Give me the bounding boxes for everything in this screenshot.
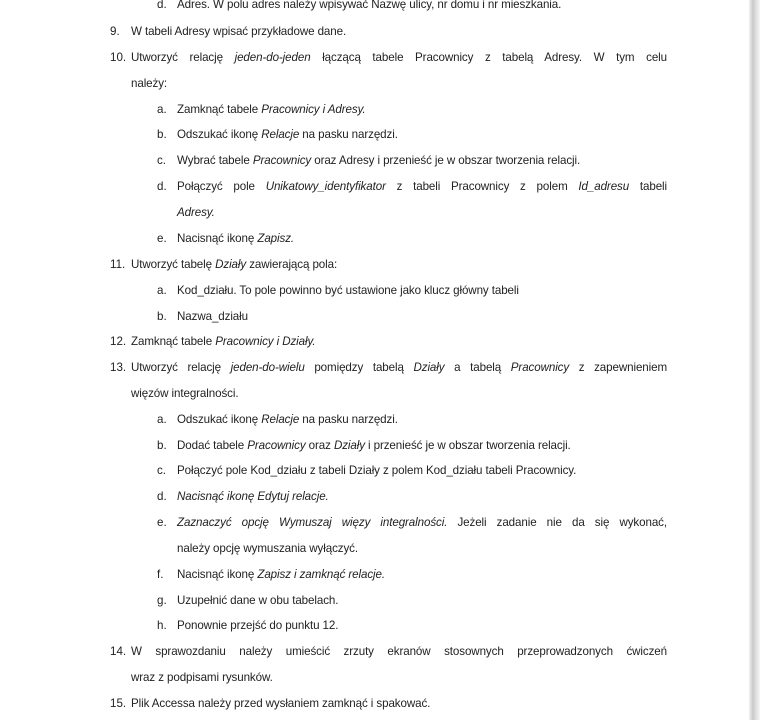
- text-run: zawierającą pola:: [246, 258, 338, 271]
- text-run-italic: Zaznaczyć opcję Wymuszaj więzy integralności.: [177, 516, 448, 529]
- text-run: Odszukać ikonę: [177, 413, 262, 426]
- text-run: na pasku narzędzi.: [299, 128, 398, 141]
- text-run: Zamknąć tabele: [131, 335, 216, 348]
- list-item-text: W tabeli Adresy wpisać przykładowe dane.: [131, 25, 347, 38]
- list-number: 9.: [110, 25, 120, 38]
- list-number: 11.: [110, 258, 126, 271]
- text-run: Wybrać tabele: [177, 154, 253, 167]
- list-item-text: Połączyć pole Kod_działu z tabeli Działy z polem Kod_działu tabeli Pracownicy.: [177, 464, 577, 477]
- list-letter: c.: [157, 154, 167, 167]
- list-letter: f.: [157, 568, 164, 581]
- page-edge-shadow: [749, 0, 760, 720]
- list-item-text: [177, 154, 580, 168]
- list-letter: g.: [157, 594, 167, 607]
- list-number: 10.: [110, 51, 127, 64]
- list-letter: b.: [157, 439, 167, 452]
- list-item-text: Nacisnąć ikonę Edytuj relacje.: [177, 490, 329, 503]
- list-item-text-continued: wraz z podpisami rysunków.: [131, 671, 273, 684]
- list-item-text-continued: Adresy.: [177, 206, 215, 219]
- text-run-italic: Relacje: [261, 128, 300, 141]
- list-item-text: [177, 439, 571, 453]
- text-run: na pasku narzędzi.: [299, 413, 398, 426]
- list-letter: e.: [157, 516, 167, 529]
- text-run: Utworzyć relację: [131, 51, 223, 64]
- text-run: Utworzyć relację: [131, 361, 231, 374]
- list-item-text: [177, 128, 398, 142]
- text-run: Odszukać ikonę: [177, 128, 262, 141]
- list-item-text: Ponownie przejść do punktu 12.: [177, 619, 339, 632]
- list-letter: h.: [157, 619, 167, 632]
- list-item-text-continued: należy opcję wymuszania wyłączyć.: [177, 542, 358, 555]
- text-run-italic: Zapisz.: [257, 232, 295, 245]
- text-run-italic: Pracownicy: [247, 439, 306, 452]
- text-run: z tabeli Pracownicy z polem: [385, 180, 579, 193]
- list-item-text: [177, 413, 398, 427]
- list-number: 14.: [110, 645, 127, 658]
- text-run-italic: jeden-do-jeden: [234, 51, 311, 64]
- list-item-text: [131, 51, 667, 65]
- text-run: Zamknąć tabele: [177, 103, 262, 116]
- list-item-text: [177, 568, 385, 582]
- list-letter: d.: [157, 490, 167, 503]
- list-item-text: W sprawozdaniu należy umieścić zrzuty ekranów stosownych przeprowadzonych ćwiczeń: [131, 645, 667, 658]
- list-item-text: Nazwa_działu: [177, 310, 248, 323]
- text-run: Utworzyć tabelę: [131, 258, 216, 271]
- list-item-text: [177, 516, 667, 530]
- list-letter: c.: [157, 464, 167, 477]
- text-run: pomiędzy tabelą: [304, 361, 414, 374]
- text-run: oraz Adresy i przenieść je w obszar tworzenia relacji.: [311, 154, 581, 167]
- text-run-italic: Działy: [413, 361, 445, 374]
- list-item-text: Adres. W polu adres należy wpisywać Nazwę ulicy, nr domu i nr mieszkania.: [177, 0, 562, 11]
- list-letter: b.: [157, 128, 167, 141]
- list-item-text: [177, 103, 366, 117]
- list-item-text: [131, 258, 337, 272]
- list-item-text: [177, 180, 667, 194]
- text-run: z zapewnieniem: [569, 361, 668, 374]
- text-run-italic: Pracownicy i Działy.: [215, 335, 316, 348]
- list-item-text: [131, 335, 315, 349]
- text-run: Nacisnąć ikonę: [177, 568, 258, 581]
- list-item-text: [131, 361, 667, 375]
- text-run-italic: Działy: [333, 439, 365, 452]
- text-run-italic: Działy: [215, 258, 247, 271]
- list-letter: a.: [157, 103, 167, 116]
- list-item-text: Uzupełnić dane w obu tabelach.: [177, 594, 339, 607]
- list-number: 13.: [110, 361, 127, 374]
- text-run-italic: jeden-do-wielu: [230, 361, 305, 374]
- list-letter: d.: [157, 0, 167, 11]
- text-run: i przenieść je w obszar tworzenia relacji.: [364, 439, 571, 452]
- list-number: 15.: [110, 697, 127, 710]
- list-number: 12.: [110, 335, 127, 348]
- list-letter: b.: [157, 310, 167, 323]
- text-run-italic: Relacje: [261, 413, 300, 426]
- list-letter: a.: [157, 413, 167, 426]
- text-run: Nacisnąć ikonę: [177, 232, 258, 245]
- list-item-text: należy:: [131, 77, 168, 90]
- text-run: a tabelą: [444, 361, 511, 374]
- text-run-italic: Pracownicy i Adresy.: [261, 103, 366, 116]
- text-run: Jeżeli zadanie nie da się wykonać,: [447, 516, 667, 529]
- text-run-italic: Id_adresu: [578, 180, 630, 193]
- list-item-text: Kod_działu. To pole powinno być ustawione jako klucz główny tabeli: [177, 284, 519, 297]
- text-run-italic: Zapisz i zamknąć relacje.: [257, 568, 385, 581]
- text-run-italic: Pracownicy: [252, 154, 312, 167]
- list-letter: a.: [157, 284, 167, 297]
- list-item-text: [177, 232, 294, 246]
- list-item-text-continued: więzów integralności.: [131, 387, 239, 400]
- list-item-text: Plik Accessa należy przed wysłaniem zamknąć i spakować.: [131, 697, 431, 710]
- list-letter: d.: [157, 180, 167, 193]
- text-run: Dodać tabele: [177, 439, 248, 452]
- text-run-italic: Pracownicy: [510, 361, 570, 374]
- text-run: łączącą tabele Pracownicy z tabelą Adresy. W tym celu: [322, 51, 667, 64]
- list-letter: e.: [157, 232, 167, 245]
- text-run: tabeli: [629, 180, 667, 193]
- text-run: Połączyć pole: [177, 180, 266, 193]
- text-run: oraz: [305, 439, 334, 452]
- text-run-italic: Unikatowy_identyfikator: [265, 180, 386, 193]
